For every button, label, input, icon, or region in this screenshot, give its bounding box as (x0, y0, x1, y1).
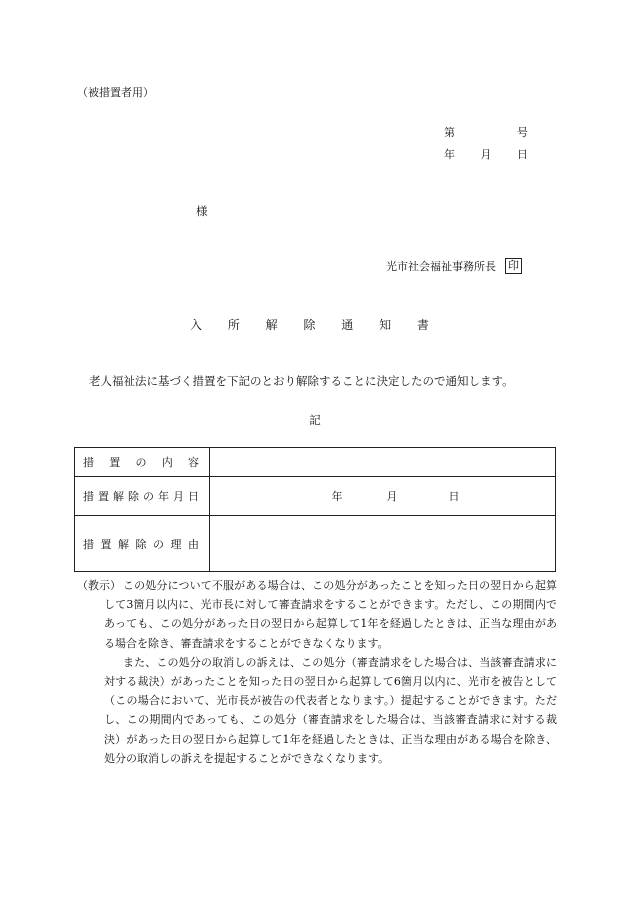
teaching-notice (77, 576, 557, 768)
document-number-line (444, 124, 528, 140)
date-day: 日 (517, 148, 528, 161)
release-reason-value (210, 516, 556, 572)
measure-content-value (210, 448, 556, 477)
issue-date-line (444, 146, 528, 162)
notice-body: 老人福祉法に基づく措置を下記のとおり解除することに決定したので通知します。 (89, 374, 514, 388)
teaching-paragraph-2: また、この処分の取消しの訴えは、この処分（審査請求をした場合は、当該審査請求に対する裁決）があったことを知った日の翌日から起算して6箇月以内に、光市を被告として（この場合において、光市長が被告の代表者となります。）提起することができます。ただし、この期間内であっても、この処分（審査請求をした場合は、当該審査請求に対する裁決）があった日の翌日から起算して1年を経過したときは、正当な理由がある場合を除き、処分の取消しの訴えを提起することができなくなります。 (104, 655, 557, 765)
recipient-label: （被措置者用） (77, 86, 154, 99)
release-month: 月 (386, 490, 398, 503)
table-row (75, 477, 556, 516)
release-date-label: 措置解除の年月日 (75, 477, 210, 516)
table-row (75, 516, 556, 572)
release-date-value (210, 477, 556, 516)
date-month: 月 (480, 148, 492, 161)
seal-mark: 印 (505, 258, 522, 274)
teaching-paragraph-1: この処分について不服がある場合は、この処分があったことを知った日の翌日から起算して3箇月以内に、光市長に対して審査請求をすることができます。ただし、この期間内であっても、この処分があった日の翌日から起算して1年を経過したときは、正当な理由がある場合を除き、審査請求をすることができなくなります。 (104, 579, 557, 650)
release-reason-label: 措 置 解 除 の 理 由 (75, 516, 210, 572)
release-year: 年 (331, 490, 343, 503)
document-title: 入 所 解 除 通 知 書 (190, 318, 440, 332)
number-suffix: 号 (517, 126, 528, 139)
detail-table (74, 447, 556, 572)
date-year: 年 (444, 148, 455, 161)
measure-content-label: 措 置 の 内 容 (75, 448, 210, 477)
release-day: 日 (448, 490, 460, 503)
teaching-label: （教示） (77, 579, 121, 592)
issuer-name: 光市社会福祉事務所長 (386, 260, 496, 273)
ki-heading: 記 (309, 413, 321, 427)
issuer-line (386, 258, 522, 274)
addressee-honorific: 様 (196, 204, 208, 218)
number-prefix: 第 (444, 126, 455, 139)
table-row (75, 448, 556, 477)
